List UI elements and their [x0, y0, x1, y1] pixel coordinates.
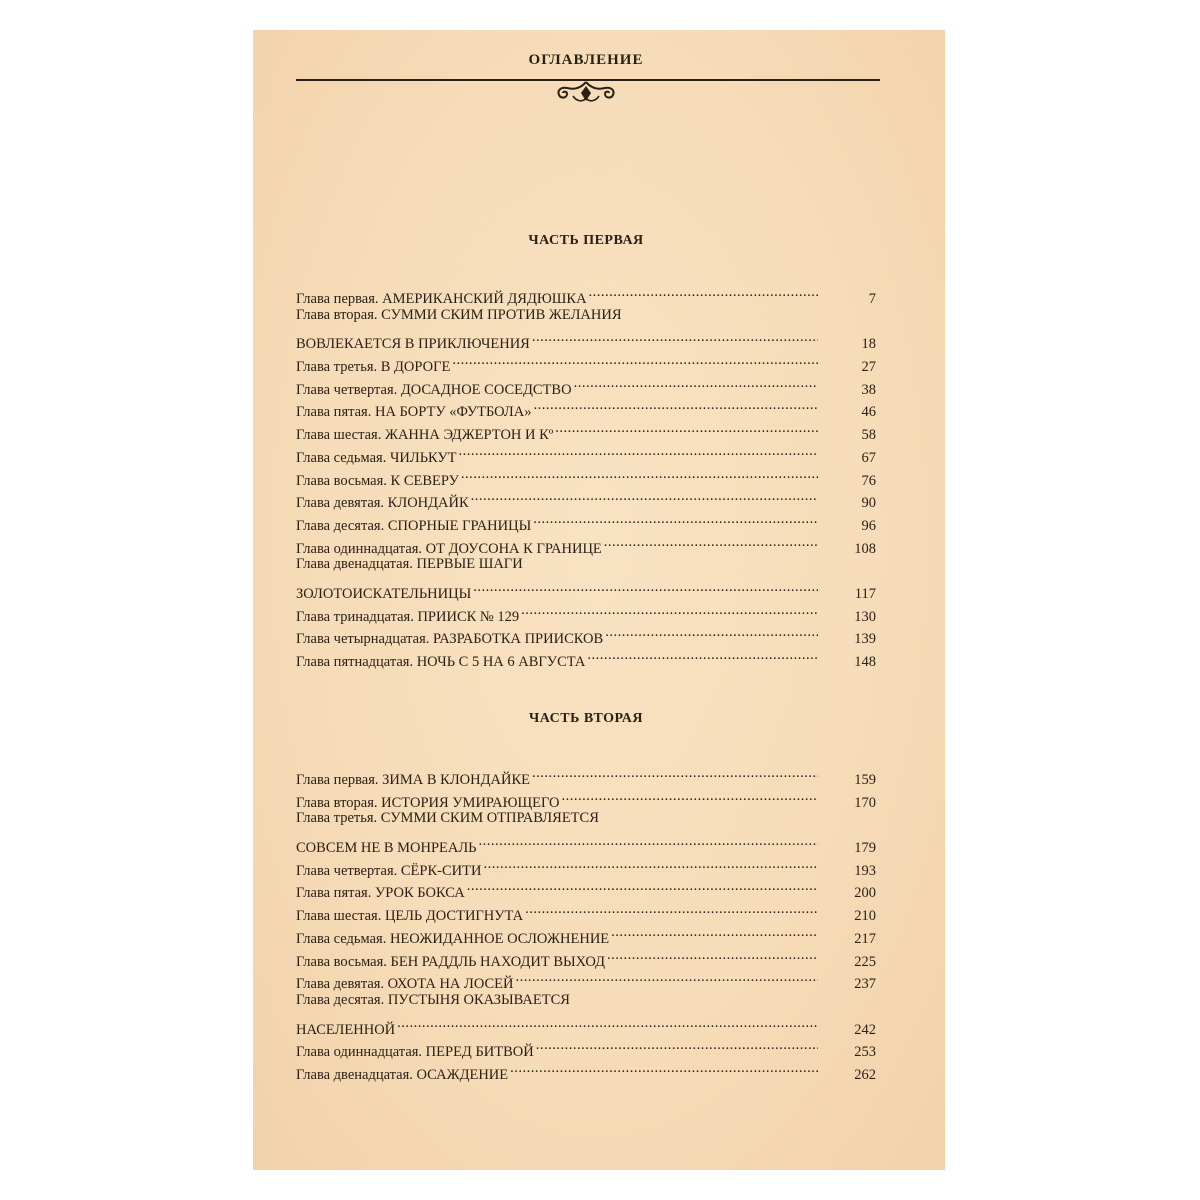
- toc-entry: [296, 304, 876, 353]
- toc-page-number: 200: [854, 885, 876, 902]
- toc-entry: [296, 372, 876, 398]
- toc-entry: [296, 921, 876, 947]
- toc-entry: [296, 621, 876, 648]
- toc-entry: [296, 281, 876, 307]
- dot-leader: [461, 463, 818, 485]
- dot-leader: [534, 394, 819, 416]
- toc-entry: [296, 762, 876, 788]
- dot-leader: [605, 621, 818, 643]
- toc-entry: [296, 875, 876, 902]
- toc-page-number: 46: [861, 404, 876, 421]
- toc-page-number: 237: [854, 976, 876, 993]
- toc-page-number: 58: [861, 427, 876, 444]
- dot-leader: [471, 485, 818, 507]
- toc-page-number: 159: [854, 772, 876, 788]
- toc-entry: [296, 644, 876, 671]
- part-one-toc: [296, 281, 876, 671]
- toc-entry-title: Глава одиннадцатая. ПЕРЕД БИТВОЙ: [296, 1044, 534, 1061]
- toc-entry-title: Глава первая. ЗИМА В КЛОНДАЙКЕ: [296, 772, 530, 788]
- dot-leader: [604, 531, 818, 553]
- toc-entry-title: Глава третья. В ДОРОГЕ: [296, 359, 451, 376]
- toc-entry-title-line1: Глава третья. СУММИ СКИМ ОТПРАВЛЯЕТСЯ: [296, 810, 599, 827]
- dot-leader: [397, 1012, 818, 1034]
- toc-entry-title: Глава восьмая. К СЕВЕРУ: [296, 472, 459, 489]
- toc-page-number: 148: [854, 654, 876, 671]
- toc-page-number: 76: [861, 472, 876, 489]
- toc-page-number: 179: [854, 840, 876, 857]
- toc-entry: [296, 807, 876, 857]
- toc-entry-title-line2: НАСЕЛЕННОЙ: [296, 1021, 396, 1038]
- toc-page-number: 27: [861, 359, 876, 376]
- toc-entry: [296, 785, 876, 811]
- toc-entry: [296, 898, 876, 925]
- toc-entry: [296, 944, 876, 970]
- toc-entry: [296, 853, 876, 879]
- toc-page-number: 210: [854, 908, 876, 925]
- dot-leader: [479, 830, 819, 852]
- dot-leader: [607, 944, 818, 966]
- toc-page-number: 7: [868, 291, 876, 307]
- toc-entry: [296, 599, 876, 625]
- toc-entry-title: Глава четырнадцатая. РАЗРАБОТКА ПРИИСКОВ: [296, 631, 604, 648]
- toc-page-number: 108: [854, 540, 876, 557]
- toc-page-number: 262: [854, 1066, 876, 1083]
- toc-entry-title: Глава пятая. УРОК БОКСА: [296, 885, 465, 902]
- toc-entry-title: Глава восьмая. БЕН РАДДЛЬ НАХОДИТ ВЫХОД: [296, 953, 606, 970]
- toc-entry-title: Глава первая. АМЕРИКАНСКИЙ ДЯДЮШКА: [296, 291, 587, 307]
- toc-entry: [296, 394, 876, 421]
- part-two-toc: [296, 762, 876, 1083]
- toc-page-number: 117: [854, 585, 876, 602]
- toc-page-number: 18: [861, 336, 876, 353]
- toc-page-number: 242: [854, 1021, 876, 1038]
- toc-page-number: 217: [854, 930, 876, 947]
- toc-entry-title-line1: Глава вторая. СУММИ СКИМ ПРОТИВ ЖЕЛАНИЯ: [296, 306, 622, 323]
- toc-entry: [296, 417, 876, 444]
- toc-page-number: 170: [854, 794, 876, 811]
- toc-page-number: 193: [854, 862, 876, 879]
- toc-entry: [296, 1034, 876, 1061]
- toc-entry: [296, 1057, 876, 1083]
- toc-page-number: 38: [861, 381, 876, 398]
- toc-entry: [296, 463, 876, 489]
- toc-entry-title-line2: СОВСЕМ НЕ В МОНРЕАЛЬ: [296, 840, 477, 857]
- ornament-icon: [553, 80, 619, 106]
- toc-page-number: 90: [861, 495, 876, 512]
- dot-leader: [467, 875, 818, 897]
- dot-leader: [587, 644, 818, 666]
- dot-leader: [532, 762, 818, 784]
- toc-page-number: 130: [854, 608, 876, 625]
- dot-leader: [533, 508, 818, 530]
- dot-leader: [459, 440, 818, 462]
- toc-entry-title-line1: Глава десятая. ПУСТЫНЯ ОКАЗЫВАЕТСЯ: [296, 991, 570, 1008]
- toc-entry-title: Глава шестая. ЦЕЛЬ ДОСТИГНУТА: [296, 908, 524, 925]
- toc-entry: [296, 989, 876, 1038]
- part-one-title: ЧАСТЬ ПЕРВАЯ: [528, 233, 644, 248]
- toc-page-number: 139: [854, 631, 876, 648]
- dot-leader: [473, 576, 818, 598]
- dot-leader: [574, 372, 818, 394]
- toc-entry-title-line2: ВОВЛЕКАЕТСЯ В ПРИКЛЮЧЕНИЯ: [296, 336, 530, 353]
- toc-entry-title: Глава девятая. КЛОНДАЙК: [296, 495, 469, 512]
- toc-entry-title: Глава тринадцатая. ПРИИСК № 129: [296, 608, 520, 625]
- part-two-title: ЧАСТЬ ВТОРАЯ: [528, 711, 644, 726]
- dot-leader: [589, 281, 818, 303]
- dot-leader: [611, 921, 818, 943]
- toc-entry: [296, 966, 876, 993]
- toc-entry: [296, 531, 876, 557]
- toc-page-number: 67: [861, 449, 876, 466]
- toc-entry: [296, 508, 876, 534]
- dot-leader: [521, 599, 818, 621]
- page-title: ОГЛАВЛЕНИЕ: [528, 52, 644, 68]
- dot-leader: [452, 349, 818, 371]
- toc-page-number: 225: [854, 953, 876, 970]
- toc-entry-title: Глава шестая. ЖАННА ЭДЖЕРТОН И Кº: [296, 427, 554, 444]
- dot-leader: [510, 1057, 818, 1079]
- toc-entry: [296, 440, 876, 466]
- dot-leader: [555, 417, 818, 439]
- toc-entry-title: Глава седьмая. ЧИЛЬКУТ: [296, 449, 457, 466]
- dot-leader: [525, 898, 818, 920]
- toc-entry-title: Глава двенадцатая. ОСАЖДЕНИЕ: [296, 1066, 509, 1083]
- dot-leader: [516, 966, 818, 988]
- book-page: [253, 30, 945, 1170]
- toc-entry-title-line1: Глава двенадцатая. ПЕРВЫЕ ШАГИ: [296, 556, 523, 573]
- toc-entry-title: Глава пятнадцатая. НОЧЬ С 5 НА 6 АВГУСТА: [296, 654, 586, 671]
- toc-entry: [296, 553, 876, 602]
- toc-entry-title-line2: ЗОЛОТОИСКАТЕЛЬНИЦЫ: [296, 585, 472, 602]
- toc-entry-title: Глава четвертая. ДОСАДНОЕ СОСЕДСТВО: [296, 381, 572, 398]
- toc-page-number: 96: [861, 517, 876, 534]
- dot-leader: [483, 853, 818, 875]
- toc-entry: [296, 349, 876, 376]
- toc-entry-title: Глава одиннадцатая. ОТ ДОУСОНА К ГРАНИЦЕ: [296, 540, 602, 557]
- toc-entry-title: Глава седьмая. НЕОЖИДАННОЕ ОСЛОЖНЕНИЕ: [296, 930, 610, 947]
- toc-entry: [296, 485, 876, 512]
- toc-page-number: 253: [854, 1044, 876, 1061]
- toc-entry-title: Глава четвертая. СЁРК-СИТИ: [296, 862, 482, 879]
- dot-leader: [532, 326, 818, 348]
- toc-entry-title: Глава вторая. ИСТОРИЯ УМИРАЮЩЕГО: [296, 794, 560, 811]
- toc-entry-title: Глава девятая. ОХОТА НА ЛОСЕЙ: [296, 976, 514, 993]
- dot-leader: [536, 1034, 818, 1056]
- dot-leader: [561, 785, 818, 807]
- toc-entry-title: Глава пятая. НА БОРТУ «ФУТБОЛА»: [296, 404, 532, 421]
- toc-entry-title: Глава десятая. СПОРНЫЕ ГРАНИЦЫ: [296, 517, 532, 534]
